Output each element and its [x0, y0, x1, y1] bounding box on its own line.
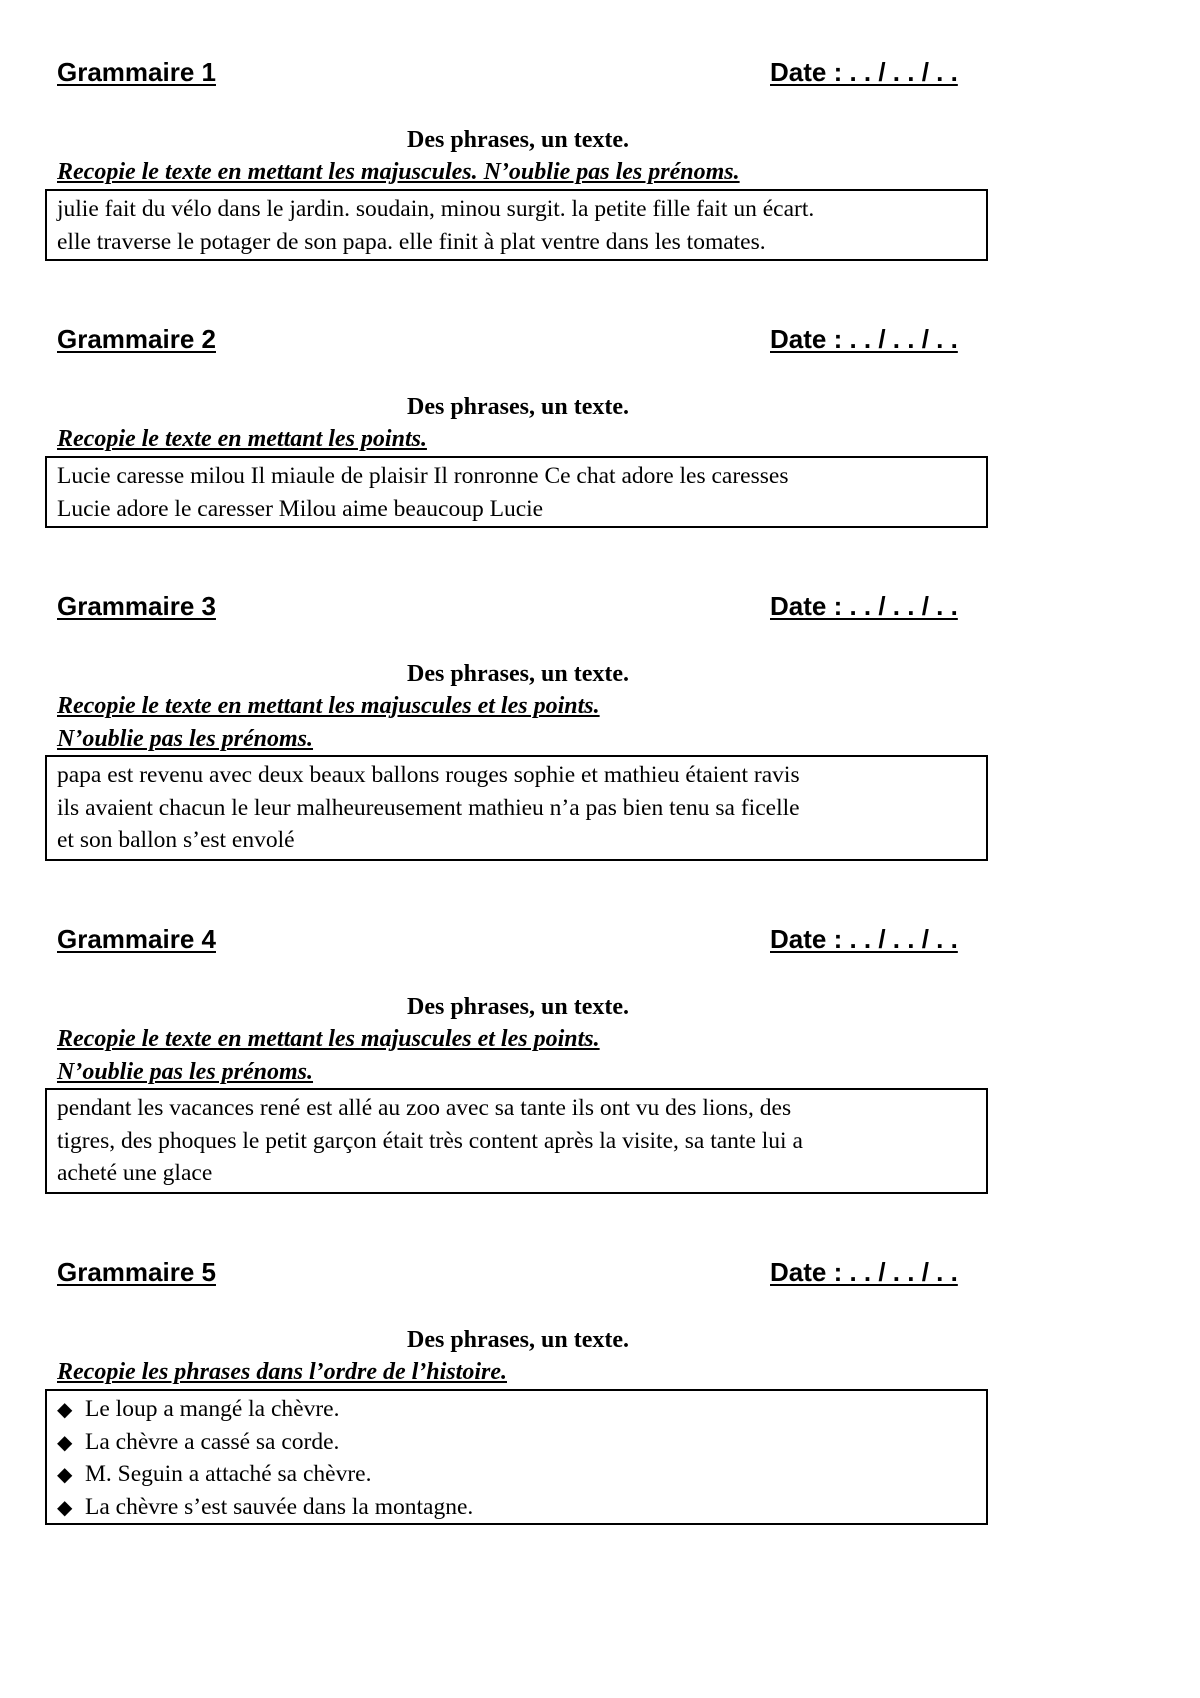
instruction-line: Recopie le texte en mettant les majuscules et les points. — [57, 1026, 600, 1052]
text-line: Lucie caresse milou Il miaule de plaisir Il ronronne Ce chat adore les caresses — [57, 463, 789, 489]
exercise-subtitle: Des phrases, un texte. — [407, 1327, 629, 1353]
list-item — [57, 1491, 976, 1524]
exercise-title: Grammaire 5 — [57, 1257, 216, 1287]
text-box — [45, 456, 988, 528]
text-line: papa est revenu avec deux beaux ballons rouges sophie et mathieu étaient ravis — [57, 762, 800, 788]
list-item-text: La chèvre s’est sauvée dans la montagne. — [85, 1493, 474, 1520]
date-label: Date : . . / . . / . . — [770, 591, 958, 621]
exercise-subtitle: Des phrases, un texte. — [407, 127, 629, 153]
text-line: ils avaient chacun le leur malheureusement mathieu n’a pas bien tenu sa ficelle — [57, 794, 800, 821]
date-label: Date : . . / . . / . . — [770, 924, 958, 954]
text-line: julie fait du vélo dans le jardin. soudain, minou surgit. la petite fille fait un écart. — [57, 196, 815, 222]
sentence-list-box — [45, 1389, 988, 1525]
diamond-bullet-icon: ◆ — [57, 1494, 73, 1519]
exercise-title: Grammaire 4 — [57, 924, 216, 954]
date-label: Date : . . / . . / . . — [770, 324, 958, 354]
exercise-title: Grammaire 1 — [57, 57, 216, 87]
list-item — [57, 1458, 976, 1491]
list-item — [57, 1426, 976, 1459]
list-item-text: La chèvre a cassé sa corde. — [85, 1428, 340, 1455]
exercise-title: Grammaire 2 — [57, 324, 216, 354]
text-line: tigres, des phoques le petit garçon était très content après la visite, sa tante lui a — [57, 1127, 803, 1154]
exercise-title: Grammaire 3 — [57, 591, 216, 621]
instruction-line: Recopie le texte en mettant les majuscules. N’oublie pas les prénoms. — [57, 159, 740, 185]
text-box — [45, 189, 988, 261]
diamond-bullet-icon: ◆ — [57, 1397, 73, 1421]
text-box — [45, 755, 988, 861]
exercise-subtitle: Des phrases, un texte. — [407, 394, 629, 420]
text-line: acheté une glace — [57, 1160, 213, 1186]
text-box — [45, 1088, 988, 1194]
instruction-line: Recopie les phrases dans l’ordre de l’histoire. — [57, 1359, 507, 1385]
diamond-bullet-icon: ◆ — [57, 1429, 73, 1454]
text-line: elle traverse le potager de son papa. elle finit à plat ventre dans les tomates. — [57, 228, 766, 255]
instruction-line: Recopie le texte en mettant les majuscules et les points. — [57, 693, 600, 719]
exercise-subtitle: Des phrases, un texte. — [407, 661, 629, 687]
list-item-text: M. Seguin a attaché sa chèvre. — [85, 1461, 372, 1487]
date-label: Date : . . / . . / . . — [770, 1257, 958, 1287]
list-item-text: Le loup a mangé la chèvre. — [85, 1396, 340, 1422]
exercise-subtitle: Des phrases, un texte. — [407, 994, 629, 1020]
instruction-line: Recopie le texte en mettant les points. — [57, 426, 427, 452]
instruction-line: N’oublie pas les prénoms. — [57, 726, 314, 752]
text-line: pendant les vacances rené est allé au zoo avec sa tante ils ont vu des lions, des — [57, 1095, 792, 1121]
text-line: Lucie adore le caresser Milou aime beaucoup Lucie — [57, 495, 544, 522]
date-label: Date : . . / . . / . . — [770, 57, 958, 87]
instruction-line: N’oublie pas les prénoms. — [57, 1059, 314, 1085]
diamond-bullet-icon: ◆ — [57, 1462, 73, 1486]
list-item — [57, 1393, 976, 1426]
text-line: et son ballon s’est envolé — [57, 827, 295, 853]
